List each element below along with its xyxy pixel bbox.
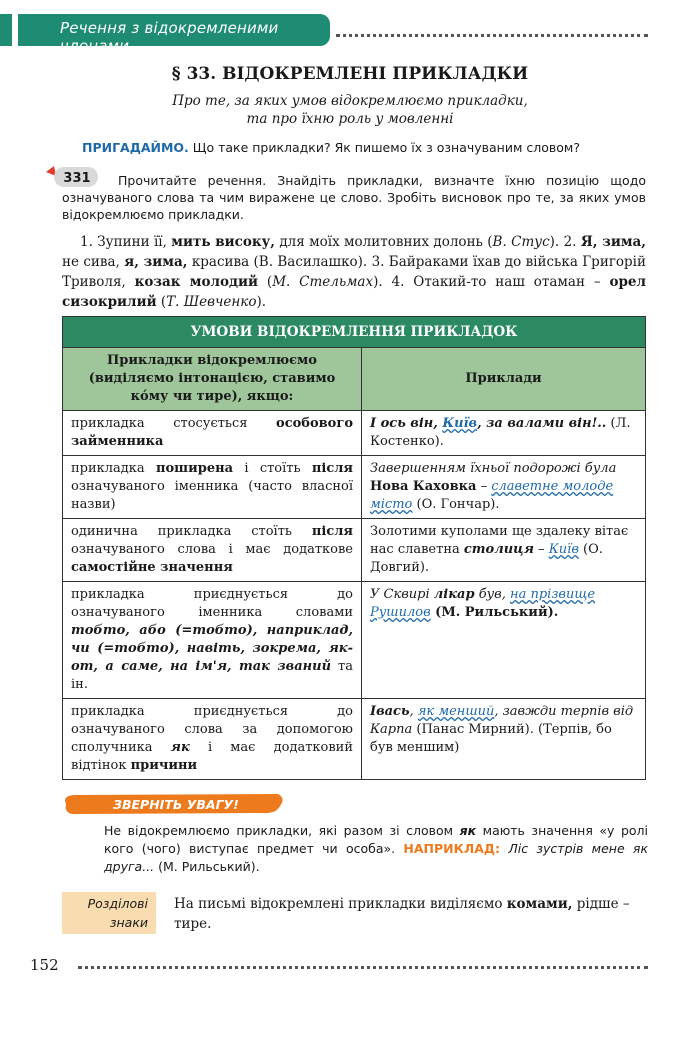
attention-label: ЗВЕРНІТЬ УВАГУ! xyxy=(113,797,239,812)
attention-text: Не відокремлюємо прикладки, які разом зі словом як мають значення «у ролі кого (чого) виступає предмет чи особа». НАПРИКЛАД: Ліс зустрів мене як друга... (М. Рильський). xyxy=(104,823,648,874)
subtitle-line-2: та про їхню роль у мовленні xyxy=(246,111,454,127)
subtitle-line-1: Про те, за яких умов відокремлюємо прикладки, xyxy=(172,93,528,109)
table-col2-header: Приклади xyxy=(362,348,646,411)
header-stub xyxy=(0,14,12,46)
table-row: прикладка стосується особового займенника І ось він, Київ, за валами він!.. (Л. Костенко). xyxy=(63,411,646,456)
recall-question xyxy=(82,140,580,155)
table-row: одинична прикладка стоїть після означуваного слова і має додаткове самостійне значення Золотими куполами ще здалеку вітає нас славетна столиця – Київ (О. Довгий). xyxy=(63,519,646,582)
table-row: прикладка поширена і стоїть після означуваного іменника (часто власної назви) Завершенням їхньої подорожі була Нова Каховка – славетне молоде місто (О. Гончар). xyxy=(63,456,646,519)
recall-label: ПРИГАДАЙМО. xyxy=(82,140,189,155)
table-title: УМОВИ ВІДОКРЕМЛЕННЯ ПРИКЛАДОК xyxy=(63,317,646,348)
header-dots-divider xyxy=(336,34,648,37)
chapter-header xyxy=(18,14,330,55)
exercise-task xyxy=(62,172,646,223)
table-col1-header: Прикладки відокремлюємо (виділяємо інтонацією, ставимо ко́му чи тире), якщо: xyxy=(63,348,362,411)
page-number: 152 xyxy=(30,956,59,974)
attention-banner xyxy=(62,792,286,816)
exercise-text: Прочитайте речення. Знайдіть прикладки, визначте їхню позицію щодо означуваного слова та чим виражене це слово. Зробіть висновок про те, за яких умов відокремлюємо прикладки. xyxy=(62,173,646,222)
conditions-table xyxy=(62,316,646,780)
punctuation-label-box xyxy=(62,892,156,934)
footer-dots-divider xyxy=(78,966,648,969)
example-sentences: 1. Зупини її, мить високу, для моїх молитовних долонь (В. Стус). 2. Я, зима, не сива, я, зима, красива (В. Василашко). 3. Байраками їхав до війська Григорій Триволя, козак молодий (М. Стельмах). 4. Отакий-то наш отаман – орел сизокрилий (Т. Шевченко). xyxy=(62,234,647,310)
exercise-number: 331 xyxy=(63,171,91,186)
section-title: § 33. ВІДОКРЕМЛЕНІ ПРИКЛАДКИ xyxy=(171,64,529,84)
section-subtitle xyxy=(0,92,700,128)
table-row: прикладка приєднується до означуваного слова за допомогою сполучника як і має додатковий відтінок причини Івась, як менший, завжди терпів від Карпа (Панас Мирний). (Терпів, бо був меншим) xyxy=(63,699,646,780)
chapter-title: Речення з відокремленими членами xyxy=(60,19,279,55)
punctuation-label-line-1: Розділові xyxy=(87,896,148,911)
table-row: прикладка приєднується до означуваного іменника словами тобто, або (=тобто), наприклад, чи (=тобто), навіть, зокрема, як-от, а саме, на ім'я, так званий та ін. У Сквирі лікар був, на прізвище Рушилов (М. Рильський). xyxy=(63,582,646,699)
punctuation-rule: На письмі відокремлені прикладки виділяємо комами, рідше – тире. xyxy=(174,896,630,932)
recall-text: Що таке прикладки? Як пишемо їх з означуваним словом? xyxy=(188,140,580,155)
punctuation-label-line-2: знаки xyxy=(109,915,148,930)
